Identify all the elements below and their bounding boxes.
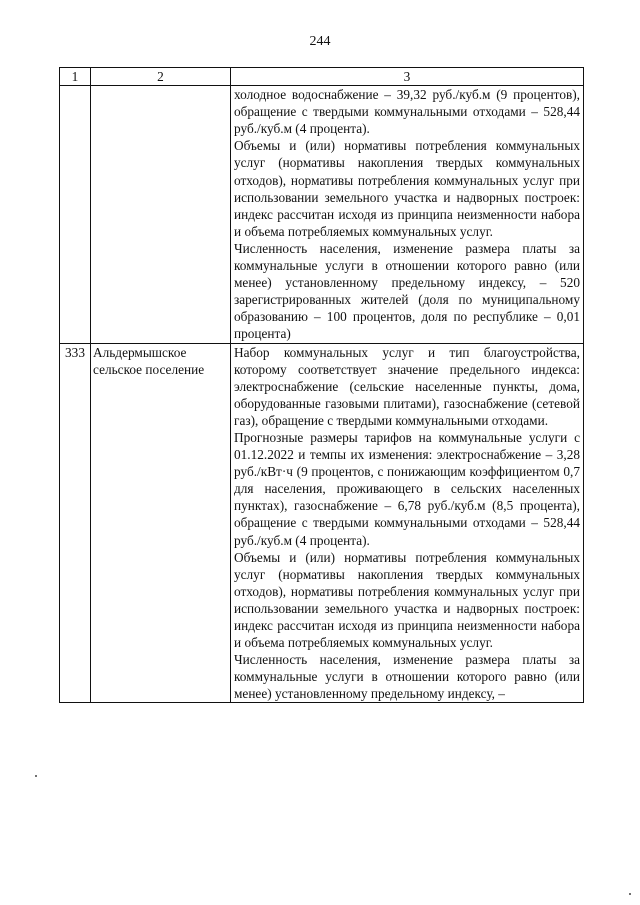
header-col-1: 1	[60, 68, 91, 86]
paragraph-population: Численность населения, изменение размера платы за коммунальные услуги в отношении которого равно (или менее) установленному предельному индексу, –	[234, 652, 580, 702]
settlement-name: Альдермышское сельское поселение	[91, 343, 231, 703]
table-row-333	[60, 343, 584, 703]
scan-speck	[35, 775, 37, 777]
table-row-continuation	[60, 86, 584, 343]
row-content	[231, 343, 584, 703]
row-number	[60, 86, 91, 343]
header-col-3: 3	[231, 68, 584, 86]
header-col-2: 2	[91, 68, 231, 86]
paragraph-tariffs-end: холодное водоснабжение – 39,32 руб./куб.м (9 процентов), обращение с твердыми коммунальными отходами – 528,44 руб./куб.м (4 процента).	[234, 87, 580, 137]
paragraph-services-set: Набор коммунальных услуг и тип благоустройства, которому соответствует значение предельного индекса: электроснабжение (сельские населенные пункты, дома, оборудованные газовыми плитами), газоснабжение (сетевой газ), обращение с твердыми коммунальными отходами.	[234, 344, 580, 428]
page-number: 244	[309, 34, 331, 49]
paragraph-tariffs: Прогнозные размеры тарифов на коммунальные услуги с 01.12.2022 и темпы их изменения: электроснабжение – 3,28 руб./кВт·ч (9 процентов, с понижающим коэффициентом 0,7 для населения, проживающего в сельских населенных пунктах), газоснабжение – 6,78 руб./куб.м (8,5 процента), обращение с твердыми коммунальными отходами – 528,44 руб./куб.м (4 процента).	[234, 429, 580, 548]
settlement-name	[91, 86, 231, 343]
paragraph-population: Численность населения, изменение размера платы за коммунальные услуги в отношении которого равно (или менее) установленному предельному индексу, – 520 зарегистрированных жителей (доля по муниципальному образованию – 100 процентов, доля по республике – 0,01 процента)	[234, 240, 580, 342]
row-content	[231, 86, 584, 343]
table-header-row	[60, 68, 584, 86]
data-table	[59, 67, 584, 703]
paragraph-volumes: Объемы и (или) нормативы потребления коммунальных услуг (нормативы накопления твердых коммунальных отходов), нормативы потребления коммунальных услуг при использовании земельного участка и надворных построек: индекс рассчитан исходя из принципа неизменности набора и объема потребляемых коммунальных услуг.	[234, 549, 580, 651]
scan-speck	[629, 893, 631, 895]
paragraph-volumes: Объемы и (или) нормативы потребления коммунальных услуг (нормативы накопления твердых коммунальных отходов), нормативы потребления коммунальных услуг при использовании земельного участка и надворных построек: индекс рассчитан исходя из принципа неизменности набора и объема потребляемых коммунальных услуг.	[234, 138, 580, 239]
row-number: 333	[60, 343, 91, 703]
